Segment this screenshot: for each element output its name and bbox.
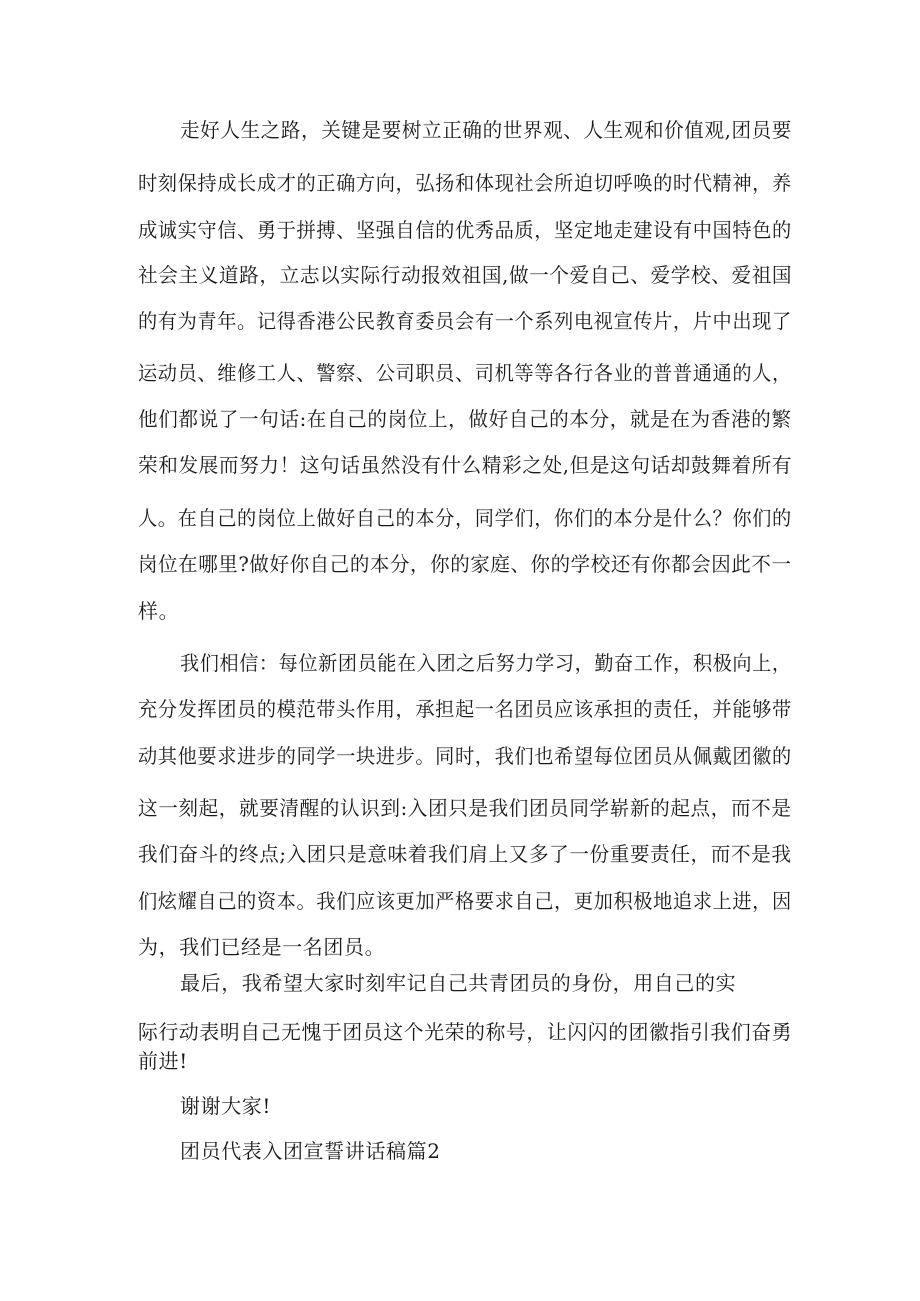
paragraph-line: 我们奋斗的终点;入团只是意味着我们肩上又多了一份重要责任，而不是我 [138,842,792,866]
paragraph-line: 时刻保持成长成才的正确方向，弘扬和体现社会所迫切呼唤的时代精神，养 [138,171,792,195]
paragraph-line: 际行动表明自己无愧于团员这个光荣的称号，让闪闪的团徽指引我们奋勇 [138,1020,793,1044]
paragraph-line: 前进! [138,1049,188,1073]
paragraph-line: 岗位在哪里?做好你自己的本分，你的家庭、你的学校还有你都会因此不一 [138,552,792,576]
paragraph-line: 这一刻起，就要清醒的认识到:入团只是我们团员同学崭新的起点，而不是 [138,796,792,820]
paragraph-line: 他们都说了一句话:在自己的岗位上，做好自己的本分，就是在为香港的繁 [138,407,792,431]
paragraph-line: 们炫耀自己的资本。我们应该更加严格要求自己，更加积极地追求上进，因 [138,889,792,913]
closing-thanks: 谢谢大家! [180,1094,272,1118]
paragraph-line: 动其他要求进步的同学一块进步。同时，我们也希望每位团员从佩戴团徽的 [138,744,792,768]
paragraph-line: 人。在自己的岗位上做好自己的本分，同学们，你们的本分是什么？你们的 [138,506,792,530]
paragraph-line: 充分发挥团员的模范带头作用，承担起一名团员应该承担的责任，并能够带 [138,697,792,721]
paragraph-line: 最后，我希望大家时刻牢记自己共青团员的身份，用自己的实 [180,971,737,995]
paragraph-line: 样。 [138,599,180,623]
paragraph-line: 走好人生之路，关键是要树立正确的世界观、人生观和价值观,团员要 [180,118,792,142]
paragraph-line: 成诚实守信、勇于拼搏、坚强自信的优秀品质，坚定地走建设有中国特色的 [138,218,792,242]
paragraph-line: 我们相信：每位新团员能在入团之后努力学习，勤奋工作，积极向上， [180,651,792,675]
paragraph-line: 荣和发展而努力！这句话虽然没有什么精彩之处,但是这句话却鼓舞着所有 [138,453,793,477]
paragraph-line: 为，我们已经是一名团员。 [138,935,386,959]
paragraph-line: 社会主义道路，立志以实际行动报效祖国,做一个爱自己、爱学校、爱祖国 [138,263,793,287]
paragraph-line: 的有为青年。记得香港公民教育委员会有一个系列电视宣传片，片中出现了 [138,309,792,333]
paragraph-line: 运动员、维修工人、警察、公司职员、司机等等各行各业的普普通通的人， [138,361,792,385]
next-section-title: 团员代表入团宣誓讲话稿篇2 [180,1139,441,1163]
